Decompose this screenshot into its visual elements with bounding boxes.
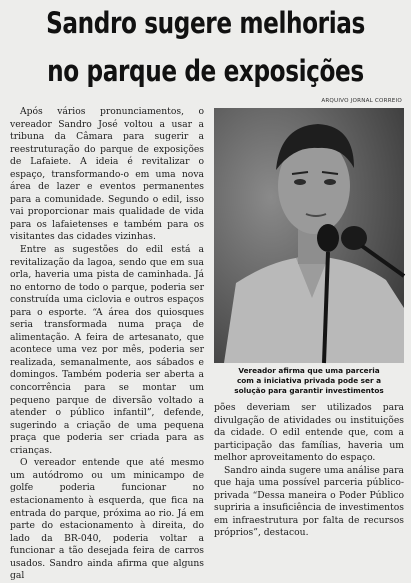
- article-paragraph-3: O vereador entende que até mesmo um autódromo ou um minicampo de golfe poderia funcionar no estacionamento à esquerda, que fica na entrada do parque, próxima ao rio. Já em parte do estacionamento à direita, do lado da BR-040, poderia voltar a funcionar a tão desejada feira de carros usados. Sandro ainda afirma que alguns gal: [10, 457, 204, 582]
- article-paragraph-3-continued: pões deveriam ser utilizados para divulgação de atividades ou instituições da cidade. O edil entende que, com a participação das famílias, haveria um melhor aproveitamento do espaço.: [214, 402, 404, 464]
- article-column-left: [10, 106, 204, 582]
- article-paragraph-2: Entre as sugestões do edil está a revitalização da lagoa, sendo que em sua orla, haveria uma pista de caminhada. Já no entorno de todo o parque, poderia ser construída uma ciclovia e outros espaços para o esporte. “A área dos quiosques seria transformada numa praça de alimentação. A feira de artesanato, que acontece uma vez por mês, poderia ser realizada, semanalmente, aos sábados e domingos. Também poderia ser aberta a concorrência para se montar um pequeno parque de diversão voltado a atender o público infantil”, defende, sugerindo a criação de uma pequena praça que poderia ser criada para as crianças.: [10, 244, 204, 456]
- article-column-right: [214, 402, 404, 572]
- headline-line-1: Sandro sugere melhorias: [46, 6, 365, 40]
- photo-caption: [214, 366, 404, 397]
- councilman-speaking-image: [214, 108, 404, 363]
- caption-line-3: solução para garantir investimentos: [234, 386, 384, 396]
- article-paragraph-1: Após vários pronunciamentos, o vereador Sandro José voltou a usar a tribuna da Câmara para sugerir a reestruturação do parque de exposições de Lafaiete. A ideia é revitalizar o espaço, transformando-o em uma nova área de lazer e eventos permanentes para a comunidade. Segundo o edil, isso vai proporcionar mais qualidade de vida para os lafaietenses e também para os visitantes das cidades vizinhas.: [10, 106, 204, 243]
- caption-line-1: Vereador afirma que uma parceria: [238, 366, 380, 375]
- article-paragraph-4: Sandro ainda sugere uma análise para que haja uma possível parceria público-privada “Dessa maneira o Poder Público supriria a insuficiência de investimentos em infraestrutura por falta de recursos próprios”, destacou.: [214, 464, 404, 539]
- caption-line-2: com a iniciativa privada pode ser a: [236, 376, 382, 386]
- photo-credit: ARQUIVO JORNAL CORREIO: [321, 98, 402, 104]
- councilman-photo: [214, 108, 404, 363]
- headline-line-2: no parque de exposições: [47, 54, 364, 88]
